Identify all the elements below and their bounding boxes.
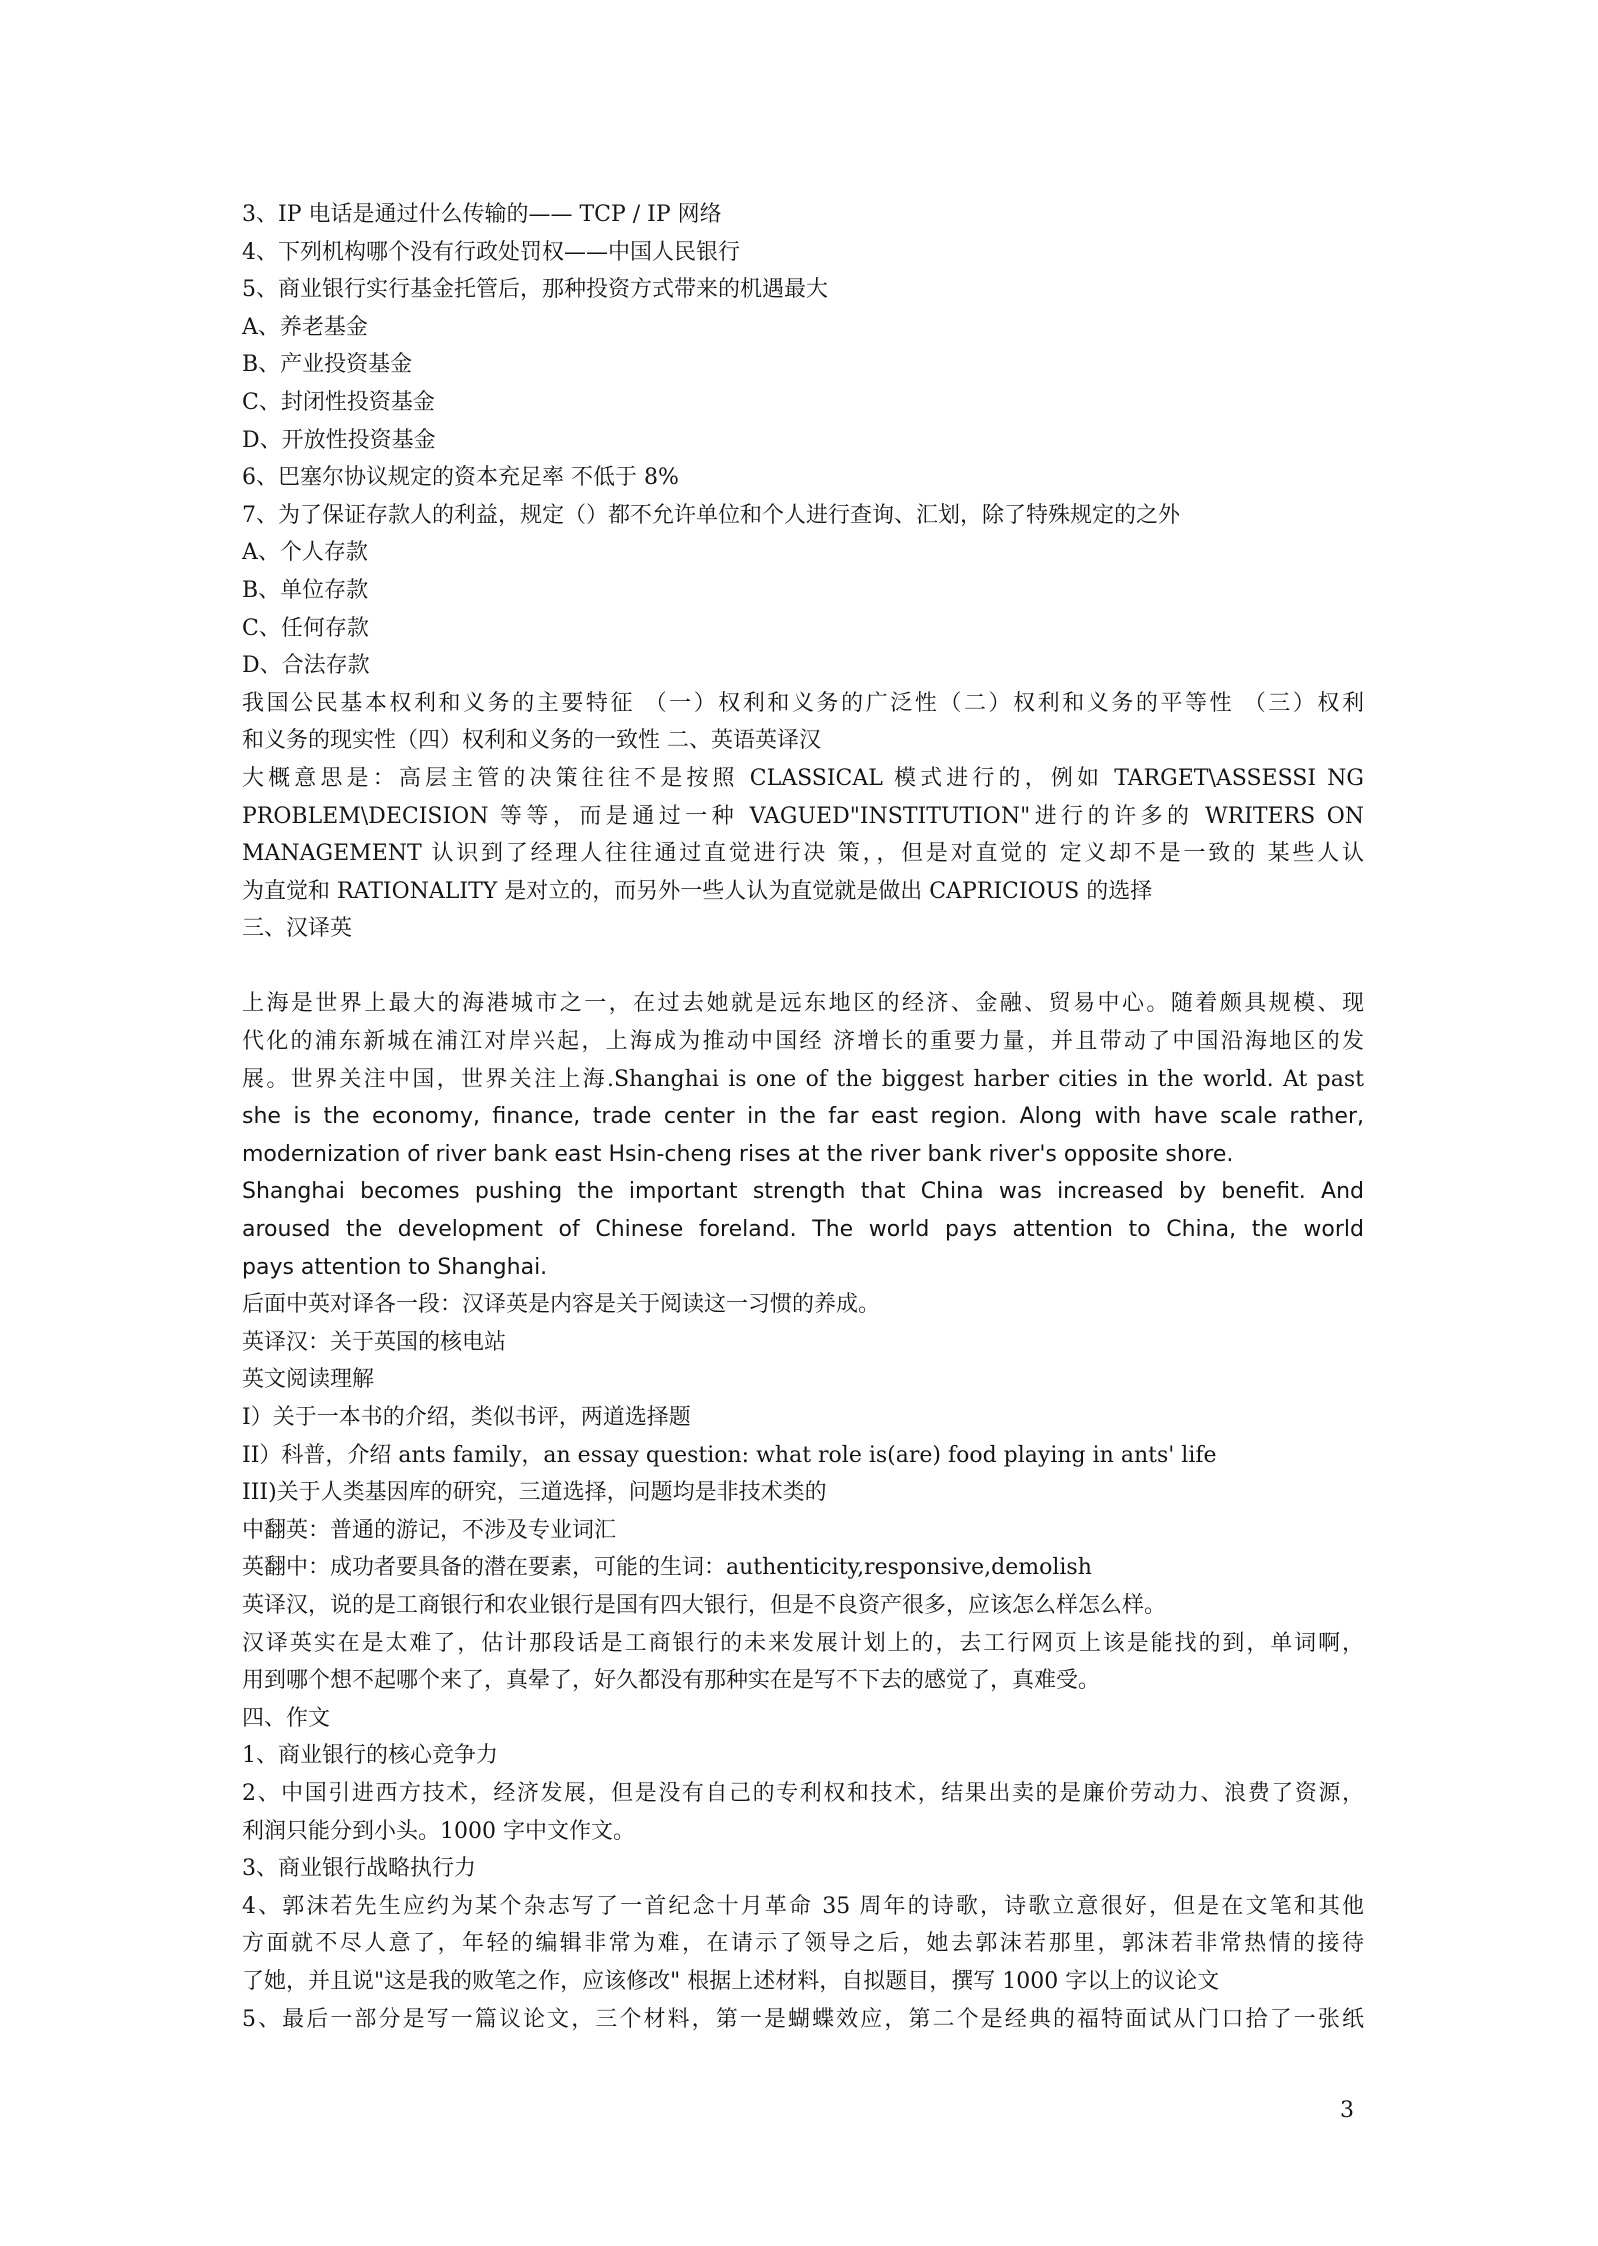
paragraph-line: 汉译英实在是太难了，估计那段话是工商银行的未来发展计划上的，去工行网页上该是能找的到，单词啊， — [242, 1630, 1364, 1656]
section-heading: 三、汉译英 — [242, 916, 353, 942]
page-number: 3 — [1340, 2098, 1354, 2123]
option-line: B、产业投资基金 — [242, 352, 413, 378]
paragraph-line: pays attention to Shanghai. — [242, 1254, 548, 1280]
section-heading: 四、作文 — [242, 1705, 331, 1731]
paragraph-line: 用到哪个想不起哪个来了，真晕了，好久都没有那种实在是写不下去的感觉了，真难受。 — [242, 1668, 1101, 1694]
paragraph-line: 我国公民基本权利和义务的主要特征 （一）权利和义务的广泛性（二）权利和义务的平等性 （三）权利 — [242, 690, 1364, 716]
paragraph-line: she is the economy, finance, trade center in the far east region. Along with have scale rather, — [242, 1104, 1364, 1130]
paragraph-line: 大概意思是：高层主管的决策往往不是按照 CLASSICAL 模式进行的，例如 TARGET\ASSESSI NG — [242, 765, 1364, 791]
paragraph-line: 展。世界关注中国，世界关注上海.Shanghai is one of the biggest harber cities in the world. At past — [242, 1066, 1364, 1092]
option-line: C、封闭性投资基金 — [242, 389, 435, 415]
option-line: D、开放性投资基金 — [242, 427, 436, 453]
essay-topic-line: 2、中国引进西方技术，经济发展，但是没有自己的专利权和技术，结果出卖的是廉价劳动力、浪费了资源， — [242, 1780, 1364, 1806]
blank-line — [242, 948, 1364, 986]
paragraph-line: 英译汉，说的是工商银行和农业银行是国有四大银行，但是不良资产很多，应该怎么样怎么样。 — [242, 1592, 1167, 1618]
paragraph-line: PROBLEM\DECISION 等等，而是通过一种 VAGUED"INSTITUTION"进行的许多的 WRITERS ON — [242, 803, 1364, 829]
essay-topic-line: 3、商业银行战略执行力 — [242, 1856, 476, 1882]
essay-topic-line: 方面就不尽人意了，年轻的编辑非常为难，在请示了领导之后，她去郭沫若那里，郭沫若非常热情的接待 — [242, 1931, 1364, 1957]
paragraph-line: 上海是世界上最大的海港城市之一，在过去她就是远东地区的经济、金融、贸易中心。随着颇具规模、现 — [242, 991, 1364, 1017]
paragraph-line: III)关于人类基因库的研究，三道选择，问题均是非技术类的 — [242, 1480, 827, 1506]
option-line: B、单位存款 — [242, 577, 369, 603]
question-7-line: 7、为了保证存款人的利益，规定（）都不允许单位和个人进行查询、汇划，除了特殊规定的之外 — [242, 502, 1181, 528]
option-line: A、个人存款 — [242, 540, 368, 566]
essay-topic-line: 了她，并且说"这是我的败笔之作，应该修改" 根据上述材料，自拟题目，撰写 1000 字以上的议论文 — [242, 1968, 1220, 1994]
question-6-line: 6、巴塞尔协议规定的资本充足率 不低于 8% — [242, 465, 679, 491]
document-body — [242, 196, 1364, 2038]
paragraph-line: 英文阅读理解 — [242, 1367, 375, 1393]
option-line: D、合法存款 — [242, 653, 370, 679]
paragraph-line: 英译汉：关于英国的核电站 — [242, 1329, 507, 1355]
essay-topic-line: 5、最后一部分是写一篇议论文，三个材料，第一是蝴蝶效应，第二个是经典的福特面试从门口拾了一张纸 — [242, 2006, 1364, 2032]
question-4-line: 4、下列机构哪个没有行政处罚权——中国人民银行 — [242, 239, 740, 265]
option-line: C、任何存款 — [242, 615, 369, 641]
paragraph-line: 后面中英对译各一段：汉译英是内容是关于阅读这一习惯的养成。 — [242, 1292, 881, 1318]
paragraph-line: II）科普，介绍 ants family，an essay question: what role is(are) food playing in ants' life — [242, 1442, 1217, 1468]
paragraph-line: 代化的浦东新城在浦江对岸兴起，上海成为推动中国经 济增长的重要力量，并且带动了中国沿海地区的发 — [242, 1029, 1364, 1055]
option-line: A、养老基金 — [242, 314, 368, 340]
question-5-line: 5、商业银行实行基金托管后，那种投资方式带来的机遇最大 — [242, 277, 828, 303]
essay-topic-line: 1、商业银行的核心竞争力 — [242, 1743, 498, 1769]
essay-topic-line: 利润只能分到小头。1000 字中文作文。 — [242, 1818, 635, 1844]
paragraph-line: aroused the development of Chinese foreland. The world pays attention to China, the world — [242, 1217, 1364, 1243]
paragraph-line: MANAGEMENT 认识到了经理人往往通过直觉进行决 策，，但是对直觉的 定义却不是一致的 某些人认 — [242, 841, 1364, 867]
paragraph-line: Shanghai becomes pushing the important strength that China was increased by benefit. And — [242, 1179, 1364, 1205]
paragraph-line: I）关于一本书的介绍，类似书评，两道选择题 — [242, 1405, 691, 1430]
paragraph-line: 为直觉和 RATIONALITY 是对立的，而另外一些人认为直觉就是做出 CAPRICIOUS 的选择 — [242, 878, 1153, 904]
paragraph-line: 中翻英：普通的游记，不涉及专业词汇 — [242, 1517, 617, 1543]
essay-topic-line: 4、郭沫若先生应约为某个杂志写了一首纪念十月革命 35 周年的诗歌，诗歌立意很好，但是在文笔和其他 — [242, 1893, 1364, 1919]
paragraph-line: 和义务的现实性（四）权利和义务的一致性 二、英语英译汉 — [242, 728, 821, 754]
question-3-line: 3、IP 电话是通过什么传输的—— TCP / IP 网络 — [242, 202, 722, 227]
paragraph-line: 英翻中：成功者要具备的潜在要素，可能的生词：authenticity,responsive,demolish — [242, 1555, 1092, 1581]
paragraph-line: modernization of river bank east Hsin-cheng rises at the river bank river's opposite shore. — [242, 1141, 1234, 1167]
